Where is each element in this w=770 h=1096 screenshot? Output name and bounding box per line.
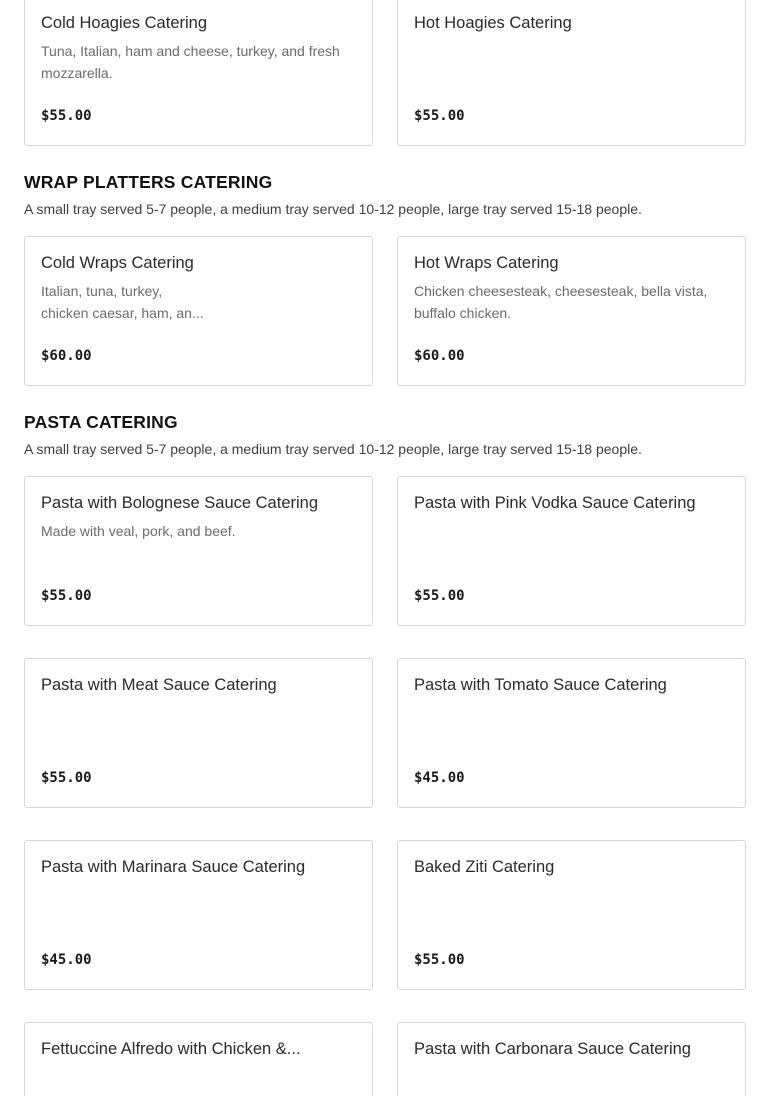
item-name: Fettuccine Alfredo with Chicken &...	[41, 1040, 301, 1058]
item-description-line: Made with veal, pork, and beef.	[41, 523, 236, 539]
item-description	[41, 520, 354, 542]
item-name: Hot Wraps Catering	[414, 254, 559, 272]
menu-item-card[interactable]	[397, 476, 746, 626]
item-price: $55.00	[41, 770, 92, 786]
section-subtitle: A small tray served 5-7 people, a medium tray served 10-12 people, large tray served 15-18 people.	[24, 201, 642, 217]
item-price: $55.00	[414, 588, 465, 604]
item-price: $45.00	[41, 952, 92, 968]
menu-item-card[interactable]	[397, 0, 746, 146]
item-name: Pasta with Bolognese Sauce Catering	[41, 494, 319, 512]
item-description	[414, 280, 727, 324]
item-name: Pasta with Pink Vodka Sauce Catering	[414, 494, 696, 512]
item-name: Baked Ziti Catering	[414, 858, 555, 876]
menu-item-card[interactable]	[24, 658, 373, 808]
item-name: Hot Hoagies Catering	[414, 14, 572, 32]
item-description	[41, 40, 354, 84]
item-price: $55.00	[414, 952, 465, 968]
item-name: Pasta with Marinara Sauce Catering	[41, 858, 306, 876]
item-name: Cold Wraps Catering	[41, 254, 194, 272]
section-title: WRAP PLATTERS CATERING	[24, 172, 273, 192]
section-title: PASTA CATERING	[24, 412, 178, 432]
item-price: $60.00	[414, 348, 465, 364]
item-price: $55.00	[41, 108, 92, 124]
item-price: $55.00	[41, 588, 92, 604]
item-description-line: buffalo chicken.	[414, 305, 512, 321]
menu-item-card[interactable]	[397, 658, 746, 808]
menu-item-card[interactable]	[397, 236, 746, 386]
item-description-line: Italian, tuna, turkey,	[41, 283, 163, 299]
menu-item-card[interactable]	[397, 840, 746, 990]
menu-item-card[interactable]	[24, 0, 373, 146]
section-subtitle: A small tray served 5-7 people, a medium tray served 10-12 people, large tray served 15-18 people.	[24, 441, 642, 457]
item-description	[41, 280, 354, 324]
item-description-line: Tuna, Italian, ham and cheese, turkey, and fresh	[41, 43, 340, 59]
menu-item-card[interactable]	[24, 236, 373, 386]
item-price: $45.00	[414, 770, 465, 786]
menu-item-card[interactable]	[24, 1022, 373, 1096]
item-name: Pasta with Carbonara Sauce Catering	[414, 1040, 691, 1058]
item-description-line: chicken caesar, ham, an...	[41, 305, 204, 321]
menu-item-card[interactable]	[397, 1022, 746, 1096]
item-name: Pasta with Meat Sauce Catering	[41, 676, 277, 694]
item-name: Cold Hoagies Catering	[41, 14, 208, 32]
item-name: Pasta with Tomato Sauce Catering	[414, 676, 667, 694]
menu-item-card[interactable]	[24, 476, 373, 626]
item-description-line: Chicken cheesesteak, cheesesteak, bella vista,	[414, 283, 708, 299]
item-price: $60.00	[41, 348, 92, 364]
item-price: $55.00	[414, 108, 465, 124]
menu-item-card[interactable]	[24, 840, 373, 990]
item-description-line: mozzarella.	[41, 65, 113, 81]
